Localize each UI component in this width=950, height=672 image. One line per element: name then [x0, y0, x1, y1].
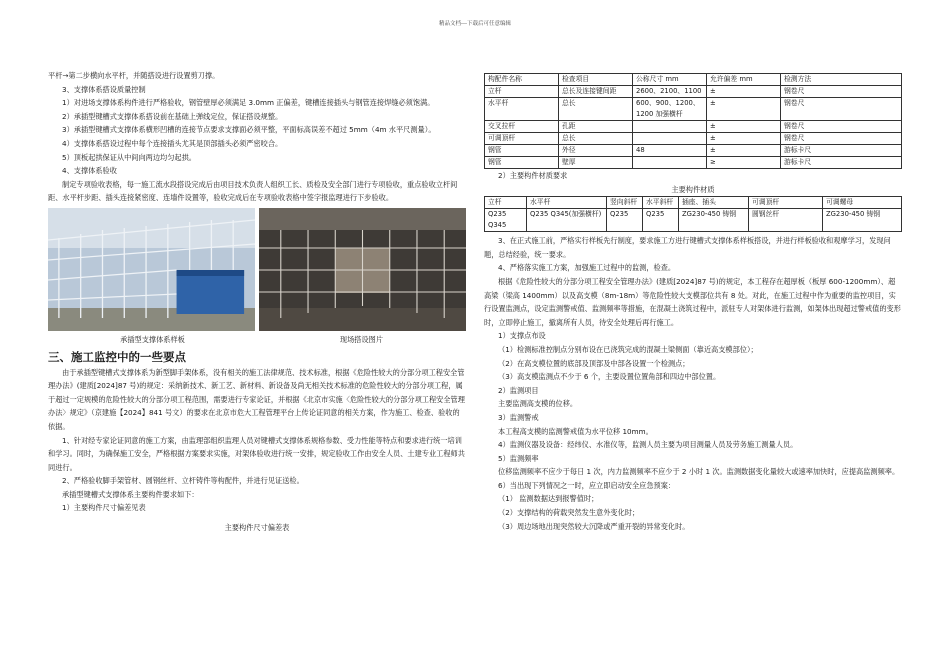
- paragraph: 1、针对经专家论证同意的施工方案，由监理部组织监理人员对键槽式支撑体系规格参数、受力性能等特点和要求进行统一培训和学习。同时，为确保施工安全，严格根据方案要求实施，对架体验收进行统一安排，规定验收工作由安全人员、土建专业工程师共同进行。: [48, 435, 465, 472]
- table-row: [485, 209, 902, 232]
- photo-row: [48, 208, 466, 331]
- table-cell: Q235: [607, 209, 643, 232]
- list-item: （1）检测标准控制点分别布设在已浇筑完成的混凝土梁侧面（靠近高支模部位）；: [498, 344, 758, 354]
- table-cell: ±: [707, 86, 781, 98]
- table-caption: 主要构件材质: [671, 184, 715, 194]
- table-cell: 壁厚: [559, 157, 633, 169]
- table-row: [485, 98, 902, 121]
- table-cell: 游标卡尺: [781, 157, 902, 169]
- table-caption: 主要构件尺寸偏差表: [224, 523, 290, 533]
- paragraph: 2）承插型键槽式支撑体系搭设前在基础上弹线定位，保证搭设规整。: [62, 111, 283, 121]
- table-header-cell: 检查项目: [559, 74, 633, 86]
- sample-scaffold-photo: [48, 208, 255, 331]
- subheading: 3）监测警戒: [498, 412, 539, 422]
- table-cell: 钢卷尺: [781, 86, 902, 98]
- table-cell: 总长及连接键间距: [559, 86, 633, 98]
- table-row: [485, 86, 902, 98]
- table-header-cell: 检测方法: [781, 74, 902, 86]
- table-header-cell: 可调顶杆: [749, 197, 823, 209]
- subheading: 4、支撑体系验收: [62, 166, 117, 176]
- table-header-cell: 允许偏差 mm: [707, 74, 781, 86]
- table-cell: ZG230-450 铸钢: [823, 209, 902, 232]
- table-cell: 游标卡尺: [781, 145, 902, 157]
- table-header-cell: 公称尺寸 mm: [633, 74, 707, 86]
- table-cell: 可调顶杆: [485, 133, 559, 145]
- list-item: （3）周边场地出现突然较大沉降或严重开裂的异常变化时。: [498, 521, 690, 531]
- list-item: （1） 监测数据达到报警值时；: [498, 494, 599, 504]
- table-header-cell: 立杆: [485, 197, 527, 209]
- table-cell: 水平杆: [485, 98, 559, 121]
- right-column: [484, 73, 902, 533]
- paragraph: 3、在正式施工前，严格实行样板先行制度，要求施工方进行键槽式支撑体系样板搭设，并进行样板验收和观摩学习，发现问题，总结经验，统一要求。: [484, 236, 891, 259]
- section-title: 三、施工监控中的一些要点: [48, 349, 186, 364]
- table-header-cell: 竖向斜杆: [607, 197, 643, 209]
- subheading: 5）监测频率: [498, 453, 539, 463]
- paragraph: 5）顶板起拱保证从中间向两边均匀起拱。: [62, 152, 196, 162]
- paragraph: 1）主要构件尺寸偏差见表: [62, 503, 146, 513]
- table-cell: 钢管: [485, 157, 559, 169]
- list-item: （2）在高支模位置的底部及顶部及中部各设置一个检测点；: [498, 358, 690, 368]
- table-header-cell: 插座、插头: [679, 197, 749, 209]
- paragraph: 制定专项验收表格，每一施工流水段搭设完成后由项目技术负责人组织工长、质检及安全部门进行专项验收，重点验收立杆间距、水平杆步距、插头连接紧密度、连墙件设置等，验收完成后在专项验收表格中签字报监理进行下步验收。: [48, 179, 458, 203]
- table-cell: 钢管: [485, 145, 559, 157]
- table-cell: 孔距: [559, 121, 633, 133]
- dimension-tolerance-table: [484, 73, 902, 169]
- table-cell: 钢卷尺: [781, 121, 902, 133]
- table-cell: 立杆: [485, 86, 559, 98]
- table-row: [485, 145, 902, 157]
- subheading: 3、支撑体系搭设质量控制: [62, 84, 146, 94]
- list-item: （2）支撑结构的荷载突然发生意外变化时；: [498, 508, 640, 518]
- table-header-row: [485, 197, 902, 209]
- table-header-cell: 水平杆: [527, 197, 607, 209]
- page-header: 精品文档---下载后可任意编辑: [439, 21, 511, 27]
- table-cell: ±: [707, 145, 781, 157]
- photo-captions: [48, 333, 466, 347]
- table-cell: Q235 Q345: [485, 209, 527, 232]
- table-cell: Q235: [643, 209, 679, 232]
- paragraph: 主要监测高支模的位移。: [498, 399, 578, 409]
- table-cell: Q235 Q345(加强横杆): [527, 209, 607, 232]
- table-cell: ZG230-450 铸钢: [679, 209, 749, 232]
- paragraph: 1）对进场支撑体系构件进行严格验收，钢管壁厚必须满足 3.0mm 正偏差，键槽连接插头与钢管连接焊缝必须饱满。: [62, 98, 435, 108]
- paragraph: 4）支撑体系搭设过程中每个连接插头尤其是顶部插头必须严密咬合。: [62, 138, 283, 148]
- site-scaffold-photo: [259, 208, 466, 331]
- paragraph: 位移监测频率不应少于每日 1 次，内力监测频率不应少于 2 小时 1 次。监测数据变化量较大或速率加快时，应提高监测频率。: [498, 467, 900, 477]
- list-item: （3）高支模监测点不少于 6 个，主要设置位置角部和四边中部位置。: [498, 372, 721, 382]
- table-cell: 总长: [559, 98, 633, 121]
- material-table: [484, 196, 902, 232]
- table-cell: 48: [633, 145, 707, 157]
- table-row: [485, 121, 902, 133]
- table-cell: 外径: [559, 145, 633, 157]
- paragraph: 根据《危险性较大的分部分项工程安全管理办法》(建质[2024]87 号)的规定，本工程存在超厚板（板厚 600-1200mm）、超高梁（梁高 1400mm）以及高支模（8m-18m）等危险性较大支模部位共有 8 处。对此，在施工过程中作为重要的监控项目，实行设置监测点，设定监测警戒值、监测频率等措施，在混凝土浇筑过程中，派驻专人对架体进行监测，如架体出现超过警戒值的变形时，立即停止施工，撤离所有人员，待安全处理后再行施工。: [484, 276, 901, 327]
- paragraph: 4）监测仪器及设备：经纬仪、水准仪等，监测人员主要为项目测量人员及劳务施工测量人员。: [498, 440, 798, 450]
- table-cell: 600、900、1200、1200 加强横杆: [633, 98, 707, 121]
- paragraph: 由于承插型键槽式支撑体系为新型脚手架体系，没有相关的施工法律规范、技术标准，根据《危险性较大的分部分项工程安全管理办法》(建质[2024]87 号)的规定：采纳新技术、新工艺、新材料、新设备及尚无相关技术标准的危险性较大的分部分项工程，属于超过一定规模的危险性较大的分部分项工程范围，需要进行专家论证，并根据《北京市实施〈危险性较大的分部分项工程安全管理办法〉规定》（京建施【2024】841 号文）的要求在北京市危大工程管理平台上传论证同意的相关方案，作为施工、检查、验收的依据。: [48, 367, 465, 431]
- table-cell: [633, 121, 707, 133]
- table-header-cell: 水平斜杆: [643, 197, 679, 209]
- table-header-cell: 可调螺母: [823, 197, 902, 209]
- subheading: 2）监测项目: [498, 385, 539, 395]
- table-cell: 交叉拉杆: [485, 121, 559, 133]
- table-cell: 圆钢丝杆: [749, 209, 823, 232]
- paragraph: 2）主要构件材质要求: [498, 171, 568, 180]
- left-column: [48, 69, 466, 535]
- paragraph: 3）承插型键槽式支撑体系横形凹槽的连接节点要求支撑面必须平整，平面标高误差不超过 5mm（4m 水平尺测量）。: [62, 125, 436, 135]
- photo-caption: 现场搭设图片: [339, 334, 384, 344]
- paragraph: 本工程高支模的监测警戒值为水平位移 10mm。: [498, 426, 653, 436]
- table-cell: ±: [707, 98, 781, 121]
- table-cell: [633, 133, 707, 145]
- table-cell: ±: [707, 121, 781, 133]
- table-cell: 钢卷尺: [781, 98, 902, 121]
- table-header-cell: 构配件名称: [485, 74, 559, 86]
- table-row: [485, 157, 902, 169]
- paragraph: 4、严格落实施工方案，加强施工过程中的监测，检查。: [498, 263, 676, 273]
- table-cell: 2600、2100、1100: [633, 86, 707, 98]
- table-row: [485, 133, 902, 145]
- subheading: 1）支撑点布设: [498, 331, 546, 341]
- paragraph: 平杆→第二步横向水平杆，并随搭设进行设置剪刀撑。: [48, 71, 220, 80]
- table-cell: 钢卷尺: [781, 133, 902, 145]
- paragraph: 2、严格验收脚手架管材、圆钢丝杆、立杆铸件等构配件，并进行见证送检。: [62, 476, 304, 486]
- table-header-row: [485, 74, 902, 86]
- table-cell: [633, 157, 707, 169]
- table-cell: 总长: [559, 133, 633, 145]
- table-cell: ±: [707, 133, 781, 145]
- table-cell: ≥: [707, 157, 781, 169]
- paragraph: 承插型键槽式支撑体系主要构件要求如下：: [62, 489, 199, 499]
- paragraph: 6）当出现下列情况之一时，应立即启动安全应急预案：: [498, 480, 676, 490]
- photo-caption: 承插型支撑体系样板: [120, 334, 185, 344]
